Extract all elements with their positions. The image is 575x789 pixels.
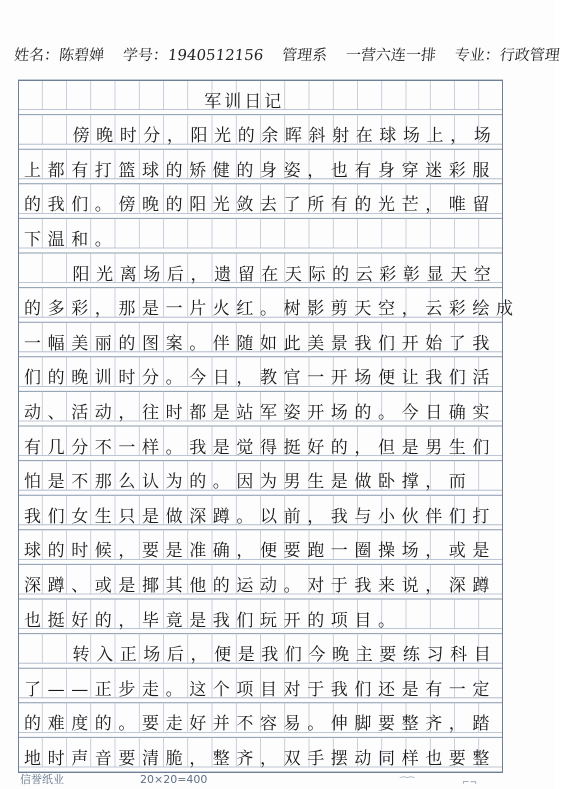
diary-line: 地时声音要清脆，整齐，双手摆动同样也要整 [24,748,496,769]
diary-line: 的我们。傍晚的阳光敛去了所有的光芒，唯留 [24,195,496,216]
diary-line: 转入正场后，便是我们今晚主要练习科目 [72,645,498,666]
major: 专业：行政管理 [453,46,561,64]
diary-line: 傍晚时分，阳光的余晖斜射在球场上，场 [72,126,498,147]
diary-line: 阳光离场后，遗留在天际的云彩彰显天空 [72,264,498,285]
diary-line: 了——正步走。这个项目对于我们还是有一定 [24,679,496,700]
diary-line: 也挺好的，毕竟是我们玩开的项目。 [24,610,402,631]
diary-line: 上都有打篮球的矫健的身姿，也有身穿迷彩服 [24,160,496,181]
page-mark-left: ⁀⁀ [400,778,415,788]
student-id: 学号：1940512156 [121,46,265,64]
diary-title: 军训日记 [204,91,285,112]
diary-line: 我们女生只是做深蹲。以前，我与小伙伴们打 [24,506,496,527]
diary-line: 的难度的。要走好并不容易。伸脚要整齐，踏 [24,714,496,735]
paper-brand: 信誉纸业 [20,773,64,786]
military-unit: 一营六连一排 [344,46,437,64]
page-mark-right: ⌐¬ [462,778,478,788]
diary-line: 球的时候，要是准确，便要跑一圈操场，或是 [24,541,496,562]
student-info-header [13,44,561,68]
student-name: 姓名：陈碧婵 [13,46,106,64]
diary-line: 怕是不那么认为的。因为男生是做卧撑，而 [24,472,473,493]
diary-line: 动、活动，往时都是站军姿开场的。今日确实 [24,402,496,423]
department: 管理系 [281,46,329,64]
diary-line: 有几分不一样。我是觉得挺好的，但是男生们 [24,437,496,458]
grid-spec: 20×20=400 [140,773,208,786]
diary-line: 的多彩，那是一片火红。树影剪天空，云彩绘成 [24,299,520,320]
diary-line: 下温和。 [24,229,119,250]
diary-line: 深蹲、或是揶其他的运动。对于我来说，深蹲 [24,575,496,596]
diary-line: 们的晚训时分。今日，教官一开场便让我们活 [24,368,496,389]
diary-line: 一幅美丽的图案。伴随如此美景我们开始了我 [24,333,496,354]
